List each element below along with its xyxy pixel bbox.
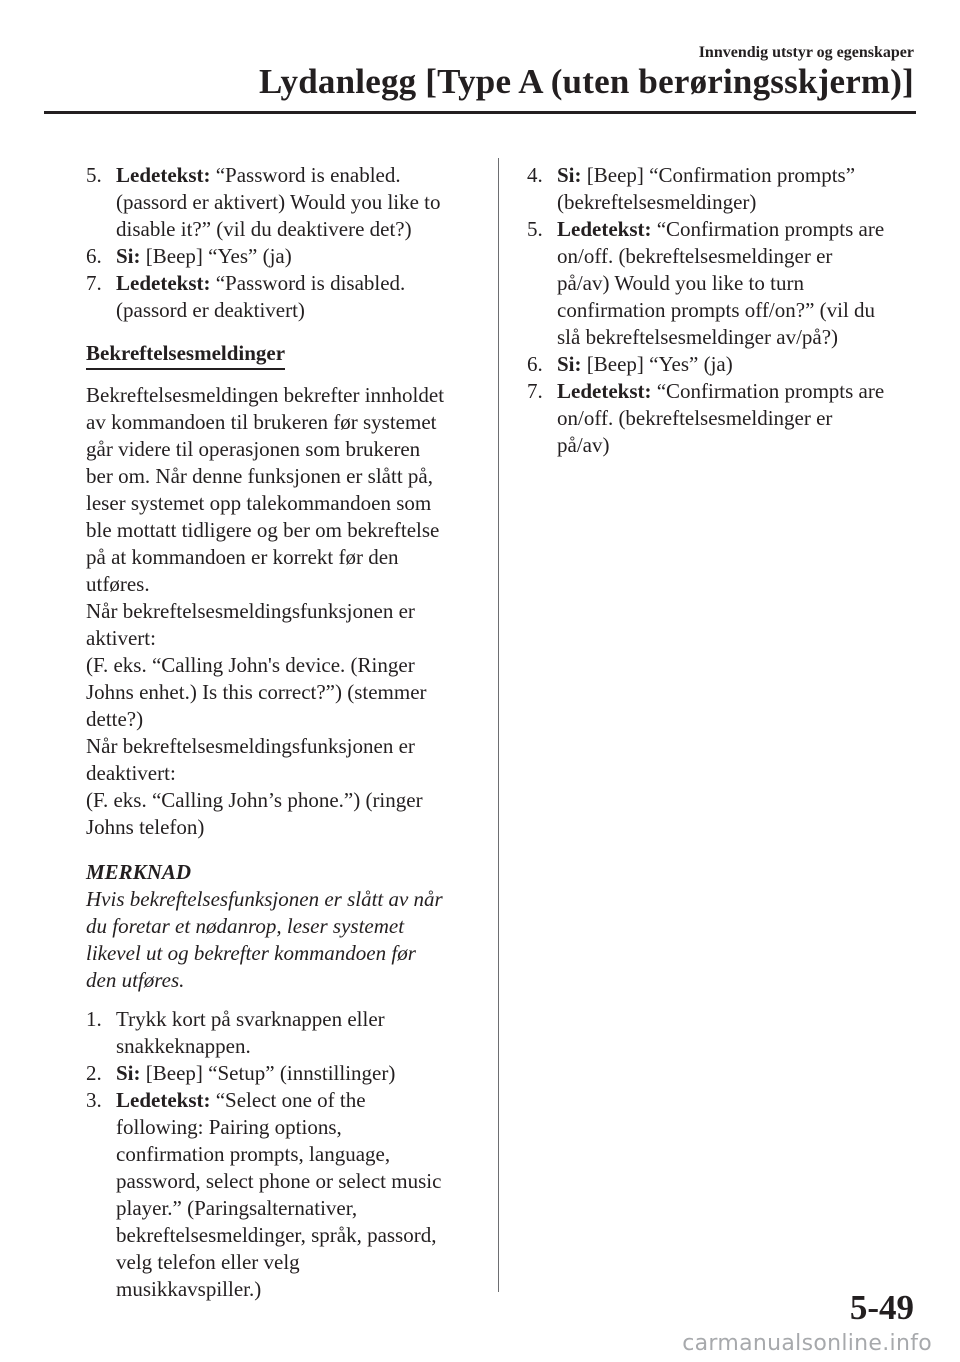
body-line: Når bekreftelsesmeldingsfunksjonen er [86,734,415,758]
step-line: musikkavspiller.) [116,1277,262,1301]
step-item [527,351,927,378]
body-text [86,382,486,841]
body-line: dette?) [86,707,144,731]
step-item [86,1006,486,1060]
body-line: utføres. [86,572,150,596]
page-number: 5-49 [849,1288,914,1327]
step-item [527,162,927,216]
step-line: Trykk kort på svarknappen eller [116,1007,385,1031]
step-label: Ledetekst: [116,271,211,295]
step-line: on/off. (bekreftelsesmeldinger er [557,244,833,268]
step-label: Ledetekst: [557,379,652,403]
step-label: Ledetekst: [116,163,211,187]
body-line: (F. eks. “Calling John's device. (Ringer [86,653,415,677]
step-line: på/av) [557,433,610,457]
right-column [527,162,927,459]
step-label: Si: [116,244,141,268]
step-line: Ledetekst: “Confirmation prompts are [557,217,885,241]
step-number: 3. [86,1088,102,1112]
body-line: Når bekreftelsesmeldingsfunksjonen er [86,599,415,623]
page-title: Lydanlegg [Type A (uten berøringsskjerm)] [258,62,914,101]
step-label: Ledetekst: [116,1088,211,1112]
step-number: 2. [86,1061,102,1085]
column-divider [498,158,499,1292]
body-line: går videre til operasjonen som brukeren [86,437,421,461]
step-line: snakkeknappen. [116,1034,251,1058]
step-line: Ledetekst: “Password is enabled. [116,163,401,187]
step-line: Si: [Beep] “Confirmation prompts” [557,163,856,187]
step-line: Si: [Beep] “Yes” (ja) [116,244,292,268]
body-line: (F. eks. “Calling John’s phone.”) (ringer [86,788,423,812]
body-line: ber om. Når denne funksjonen er slått på, [86,464,433,488]
body-line: Johns telefon) [86,815,205,839]
step-line: Ledetekst: “Confirmation prompts are [557,379,885,403]
header-rule [44,111,916,114]
step-item [527,378,927,459]
step-item [86,270,486,324]
section-heading: Bekreftelsesmeldinger [86,340,285,370]
step-line: på/av) Would you like to turn [557,271,804,295]
note-line: den utføres. [86,968,185,992]
step-number: 6. [527,352,543,376]
step-number: 4. [527,163,543,187]
step-number: 6. [86,244,102,268]
step-label: Ledetekst: [557,217,652,241]
body-line: aktivert: [86,626,156,650]
body-line: Bekreftelsesmeldingen bekrefter innholdet [86,383,445,407]
step-line: confirmation prompts off/on?” (vil du [557,298,876,322]
step-item [86,1060,486,1087]
step-list-right [527,162,927,459]
step-number: 7. [86,271,102,295]
step-line: Ledetekst: “Password is disabled. [116,271,406,295]
note-line: likevel ut og bekrefter kommandoen før [86,941,416,965]
step-list-top [86,162,486,324]
step-line: velg telefon eller velg [116,1250,300,1274]
watermark: carmanualsonline.info [682,1331,932,1356]
step-number: 5. [527,217,543,241]
step-line: (passord er aktivert) Would you like to [116,190,441,214]
note-text [86,886,486,994]
step-line: Si: [Beep] “Setup” (innstillinger) [116,1061,396,1085]
step-number: 1. [86,1007,102,1031]
section-label: Innvendig utstyr og egenskaper [698,44,914,61]
body-line: ble mottatt tidligere og ber om bekreftelse [86,518,440,542]
step-line: (passord er deaktivert) [116,298,305,322]
note-line: du foretar et nødanrop, leser systemet [86,914,405,938]
body-line: på at kommandoen er korrekt før den [86,545,399,569]
step-item [86,1087,486,1303]
note-line: Hvis bekreftelsesfunksjonen er slått av når [86,887,443,911]
step-line: (bekreftelsesmeldinger) [557,190,757,214]
step-line: on/off. (bekreftelsesmeldinger er [557,406,833,430]
step-line: slå bekreftelsesmeldinger av/på?) [557,325,839,349]
step-line: confirmation prompts, language, [116,1142,391,1166]
step-number: 5. [86,163,102,187]
note-title: MERKNAD [86,860,192,884]
step-line: bekreftelsesmeldinger, språk, passord, [116,1223,437,1247]
step-item [86,243,486,270]
step-line: player.” (Paringsalternativer, [116,1196,358,1220]
step-label: Si: [557,163,582,187]
step-number: 7. [527,379,543,403]
body-line: leser systemet opp talekommandoen som [86,491,432,515]
step-item [86,162,486,243]
note-block [86,859,486,994]
step-line: password, select phone or select music [116,1169,442,1193]
body-line: deaktivert: [86,761,176,785]
step-line: disable it?” (vil du deaktivere det?) [116,217,412,241]
left-column [86,162,486,1303]
step-label: Si: [557,352,582,376]
step-line: Ledetekst: “Select one of the [116,1088,366,1112]
step-line: Si: [Beep] “Yes” (ja) [557,352,733,376]
step-line: following: Pairing options, [116,1115,342,1139]
body-line: Johns enhet.) Is this correct?”) (stemmer [86,680,427,704]
step-label: Si: [116,1061,141,1085]
step-item [527,216,927,351]
body-line: av kommandoen til brukeren før systemet [86,410,437,434]
step-list-bottom [86,1006,486,1303]
